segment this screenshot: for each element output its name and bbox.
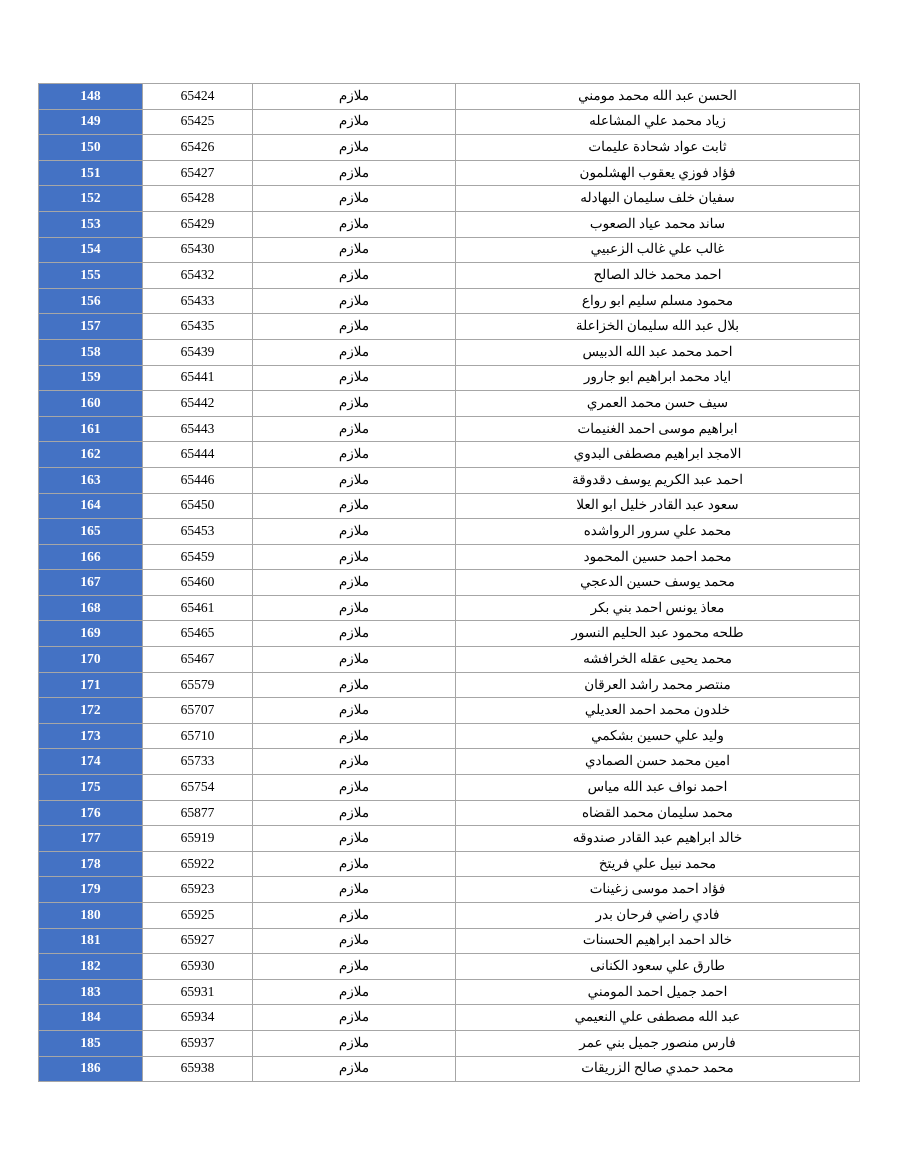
cell-name: خلدون محمد احمد العديلي [456,698,860,724]
roster-table [38,83,860,1082]
cell-index: 169 [39,621,143,647]
cell-rank: ملازم [253,723,456,749]
cell-index: 161 [39,416,143,442]
table-row [39,493,860,519]
cell-name: فارس منصور جميل بني عمر [456,1030,860,1056]
cell-name: اياد محمد ابراهيم ابو جارور [456,365,860,391]
cell-rank: ملازم [253,672,456,698]
cell-rank: ملازم [253,826,456,852]
cell-rank: ملازم [253,775,456,801]
cell-number: 65441 [143,365,253,391]
cell-index: 173 [39,723,143,749]
cell-index: 182 [39,954,143,980]
table-row [39,647,860,673]
cell-name: الامجد ابراهيم مصطفى البدوي [456,442,860,468]
cell-index: 148 [39,84,143,110]
table-row [39,84,860,110]
table-row [39,519,860,545]
table-row [39,775,860,801]
cell-number: 65433 [143,288,253,314]
table-row [39,263,860,289]
cell-rank: ملازم [253,903,456,929]
cell-index: 158 [39,339,143,365]
table-row [39,467,860,493]
cell-index: 180 [39,903,143,929]
cell-index: 162 [39,442,143,468]
table-row [39,416,860,442]
cell-index: 172 [39,698,143,724]
table-row [39,698,860,724]
cell-number: 65931 [143,979,253,1005]
cell-name: غالب علي غالب الزعبيي [456,237,860,263]
cell-number: 65435 [143,314,253,340]
cell-number: 65439 [143,339,253,365]
cell-rank: ملازم [253,135,456,161]
table-row [39,672,860,698]
table-row [39,723,860,749]
cell-number: 65427 [143,160,253,186]
cell-index: 165 [39,519,143,545]
cell-rank: ملازم [253,544,456,570]
table-row [39,442,860,468]
cell-name: احمد محمد خالد الصالح [456,263,860,289]
table-row [39,339,860,365]
table-row [39,135,860,161]
cell-rank: ملازم [253,416,456,442]
cell-rank: ملازم [253,288,456,314]
cell-rank: ملازم [253,621,456,647]
cell-number: 65938 [143,1056,253,1082]
cell-rank: ملازم [253,954,456,980]
cell-index: 171 [39,672,143,698]
cell-name: محمود مسلم سليم ابو رواع [456,288,860,314]
cell-index: 156 [39,288,143,314]
cell-name: وليد علي حسين بشكمي [456,723,860,749]
table-row [39,749,860,775]
table-row [39,851,860,877]
table-row [39,621,860,647]
cell-number: 65467 [143,647,253,673]
table-row [39,365,860,391]
cell-index: 154 [39,237,143,263]
cell-index: 178 [39,851,143,877]
cell-index: 150 [39,135,143,161]
table-row [39,288,860,314]
cell-index: 168 [39,595,143,621]
cell-number: 65877 [143,800,253,826]
cell-number: 65432 [143,263,253,289]
cell-number: 65429 [143,211,253,237]
cell-index: 184 [39,1005,143,1031]
cell-name: طلحه محمود عبد الحليم النسور [456,621,860,647]
cell-number: 65754 [143,775,253,801]
cell-number: 65459 [143,544,253,570]
cell-number: 65430 [143,237,253,263]
cell-rank: ملازم [253,749,456,775]
cell-index: 160 [39,391,143,417]
cell-number: 65925 [143,903,253,929]
cell-name: احمد محمد عبد الله الدبيس [456,339,860,365]
cell-index: 157 [39,314,143,340]
cell-rank: ملازم [253,928,456,954]
table-row [39,800,860,826]
cell-index: 152 [39,186,143,212]
cell-index: 167 [39,570,143,596]
cell-rank: ملازم [253,186,456,212]
table-row [39,1030,860,1056]
cell-name: خالد احمد ابراهيم الحسنات [456,928,860,954]
table-row [39,877,860,903]
cell-name: زياد محمد علي المشاعله [456,109,860,135]
cell-number: 65465 [143,621,253,647]
cell-rank: ملازم [253,237,456,263]
cell-name: احمد عبد الكريم يوسف دقدوقة [456,467,860,493]
cell-rank: ملازم [253,698,456,724]
cell-name: محمد احمد حسين المحمود [456,544,860,570]
cell-rank: ملازم [253,851,456,877]
cell-rank: ملازم [253,595,456,621]
cell-index: 170 [39,647,143,673]
cell-name: معاذ يونس احمد بني بكر [456,595,860,621]
table-row [39,544,860,570]
cell-name: محمد يحيى عقله الخرافشه [456,647,860,673]
cell-index: 159 [39,365,143,391]
table-row [39,391,860,417]
table-row [39,1056,860,1082]
cell-name: سعود عبد القادر خليل ابو العلا [456,493,860,519]
cell-rank: ملازم [253,160,456,186]
cell-rank: ملازم [253,314,456,340]
cell-name: سيف حسن محمد العمري [456,391,860,417]
cell-rank: ملازم [253,339,456,365]
cell-number: 65930 [143,954,253,980]
cell-index: 151 [39,160,143,186]
cell-number: 65707 [143,698,253,724]
cell-number: 65444 [143,442,253,468]
cell-rank: ملازم [253,493,456,519]
cell-name: فادي راضي فرحان بدر [456,903,860,929]
cell-number: 65919 [143,826,253,852]
cell-rank: ملازم [253,467,456,493]
cell-index: 149 [39,109,143,135]
cell-index: 163 [39,467,143,493]
cell-index: 155 [39,263,143,289]
cell-name: عبد الله مصطفى علي النعيمي [456,1005,860,1031]
cell-number: 65923 [143,877,253,903]
table-row [39,979,860,1005]
cell-rank: ملازم [253,1056,456,1082]
cell-name: محمد نبيل علي فريتخ [456,851,860,877]
cell-name: احمد جميل احمد المومني [456,979,860,1005]
cell-index: 179 [39,877,143,903]
cell-rank: ملازم [253,979,456,1005]
cell-index: 164 [39,493,143,519]
cell-index: 176 [39,800,143,826]
table-row [39,109,860,135]
cell-number: 65937 [143,1030,253,1056]
cell-name: ثابت عواد شحادة عليمات [456,135,860,161]
cell-name: خالد ابراهيم عبد القادر صندوقه [456,826,860,852]
cell-index: 181 [39,928,143,954]
table-row [39,314,860,340]
cell-number: 65428 [143,186,253,212]
cell-number: 65453 [143,519,253,545]
cell-number: 65443 [143,416,253,442]
cell-rank: ملازم [253,647,456,673]
cell-number: 65461 [143,595,253,621]
cell-number: 65446 [143,467,253,493]
cell-rank: ملازم [253,800,456,826]
table-row [39,1005,860,1031]
cell-rank: ملازم [253,109,456,135]
cell-index: 175 [39,775,143,801]
cell-name: محمد سليمان محمد القضاه [456,800,860,826]
cell-index: 174 [39,749,143,775]
cell-name: الحسن عبد الله محمد مومني [456,84,860,110]
cell-name: طارق علي سعود الكنانى [456,954,860,980]
cell-number: 65922 [143,851,253,877]
cell-name: فؤاد فوزي يعقوب الهشلمون [456,160,860,186]
cell-number: 65442 [143,391,253,417]
cell-number: 65934 [143,1005,253,1031]
cell-rank: ملازم [253,365,456,391]
table-row [39,954,860,980]
cell-index: 186 [39,1056,143,1082]
cell-number: 65733 [143,749,253,775]
cell-name: فؤاد احمد موسى زغينات [456,877,860,903]
cell-name: محمد يوسف حسين الدعجي [456,570,860,596]
cell-number: 65450 [143,493,253,519]
cell-number: 65710 [143,723,253,749]
cell-name: سفيان خلف سليمان البهادله [456,186,860,212]
cell-index: 183 [39,979,143,1005]
table-row [39,928,860,954]
cell-name: ساند محمد عياد الصعوب [456,211,860,237]
roster-table-container [39,83,860,1082]
cell-index: 185 [39,1030,143,1056]
table-row [39,903,860,929]
cell-name: محمد علي سرور الرواشده [456,519,860,545]
cell-name: امين محمد حسن الصمادي [456,749,860,775]
cell-rank: ملازم [253,519,456,545]
cell-name: محمد حمدي صالح الزريقات [456,1056,860,1082]
cell-number: 65927 [143,928,253,954]
table-row [39,211,860,237]
cell-name: بلال عبد الله سليمان الخزاعلة [456,314,860,340]
cell-index: 153 [39,211,143,237]
table-row [39,237,860,263]
table-row [39,570,860,596]
cell-number: 65579 [143,672,253,698]
table-row [39,160,860,186]
cell-number: 65460 [143,570,253,596]
cell-rank: ملازم [253,877,456,903]
cell-name: احمد نواف عبد الله مياس [456,775,860,801]
cell-name: ابراهيم موسى احمد الغنيمات [456,416,860,442]
cell-rank: ملازم [253,211,456,237]
cell-number: 65426 [143,135,253,161]
cell-rank: ملازم [253,84,456,110]
cell-index: 166 [39,544,143,570]
cell-rank: ملازم [253,1030,456,1056]
cell-number: 65424 [143,84,253,110]
cell-rank: ملازم [253,570,456,596]
cell-rank: ملازم [253,442,456,468]
cell-number: 65425 [143,109,253,135]
cell-rank: ملازم [253,263,456,289]
cell-rank: ملازم [253,391,456,417]
table-row [39,595,860,621]
cell-index: 177 [39,826,143,852]
cell-name: منتصر محمد راشد العرقان [456,672,860,698]
table-row [39,186,860,212]
table-row [39,826,860,852]
cell-rank: ملازم [253,1005,456,1031]
